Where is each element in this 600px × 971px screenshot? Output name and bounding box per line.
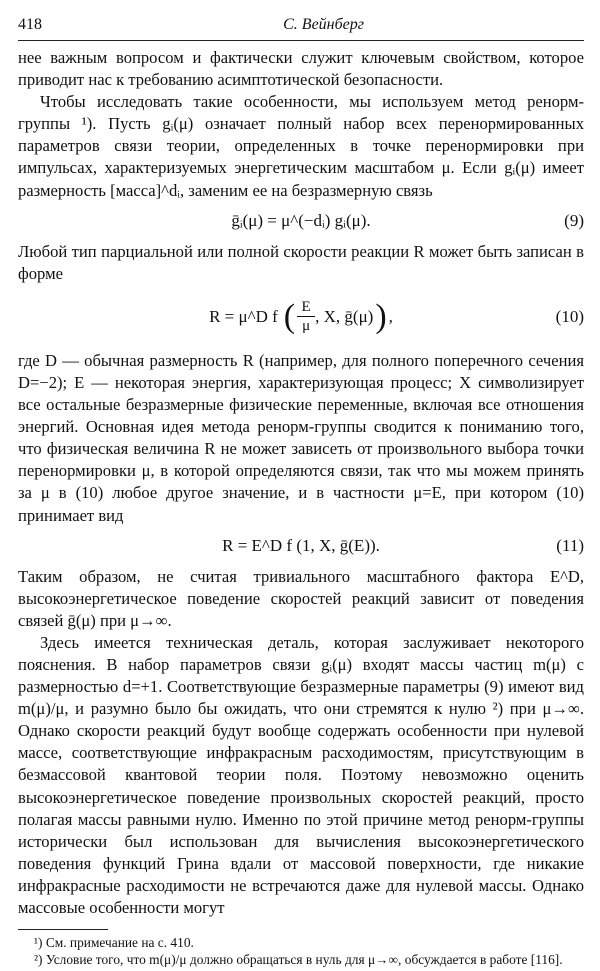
equation-9-label: (9) (564, 210, 584, 230)
equation-10-lhs: R = μ^D f (209, 306, 278, 326)
footnote-2: ²) Условие того, что m(μ)/μ должно обращаться в нуль для μ→∞, обсуждается в работе [116]. (34, 952, 563, 968)
footnote-1: ¹) См. примечание на с. 410. (34, 935, 194, 951)
page-number: 418 (18, 16, 42, 33)
equation-10-denominator: μ (302, 318, 311, 335)
equation-11-formula: R = E^D f (1, X, ḡ(E)). (222, 535, 380, 555)
equation-9-formula: ḡᵢ(μ) = μ^(−dᵢ) gᵢ(μ). (231, 210, 371, 230)
equation-10-label: (10) (555, 306, 584, 326)
footnote-divider (18, 929, 108, 930)
paragraph-2: Чтобы исследовать такие особенности, мы используем метод ренорм-группы ¹). Пусть gᵢ(μ) означает полный набор всех перенормированных параметров связи теории, определенных в точке перенормировки при импульсах, характеризуемых энергетическим масштабом μ. Если gᵢ(μ) имеет размерность [масса]^dᵢ, заменим ее на безразмерную связь (18, 92, 584, 200)
paragraph-1: нее важным вопросом и фактически служит ключевым свойством, которое приводит нас к требованию асимптотической безопасности. (18, 48, 584, 90)
equation-10-fraction (297, 298, 315, 335)
paragraph-6: Здесь имеется техническая деталь, которая заслуживает некоторого пояснения. В набор параметров связи gᵢ(μ) входят массы частиц m(μ) с размерностью d=+1. Соответствующие безразмерные параметры (9) имеют вид m(μ)/μ, и разумно было бы ожидать, что они стремятся к нулю ²) при μ→∞. Однако скорости реакций будут вообще содержать особенности при нулевой массе, соответствующие инфракрасным расходимостям, присутствующим в безмассовой квантовой теории поля. Поэтому невозможно оценить высокоэнергетическое поведение произвольных скоростей реакций, просто полагая массы равными нулю. Именно по этой причине метод ренорм-группы исторически был использован для вычисления высокоэнергетического поведения функций Грина вдали от массовой поверхности, где никакие инфракрасные расходимости не встречаются даже для нулевой массы. Однако массовые особенности могут (18, 632, 584, 917)
running-head: С. Вейнберг (283, 16, 364, 33)
body-text (18, 47, 584, 919)
paragraph-3: Любой тип парциальной или полной скорости реакции R может быть записан в форме (18, 241, 584, 283)
paragraph-5: Таким образом, не считая тривиального масштабного фактора E^D, высокоэнергетическое поведение скоростей реакций зависит от поведения связей ḡ(μ) при μ→∞. (18, 566, 584, 630)
footnotes (18, 934, 584, 968)
equation-10-rest: , X, ḡ(μ) (315, 306, 374, 326)
equation-11 (18, 531, 584, 561)
equation-10: R = μ^D f ( E μ , X, ḡ(μ) ) , (10) (209, 297, 584, 335)
equation-11-label: (11) (556, 535, 584, 555)
paragraph-4: где D — обычная размерность R (например, для полного поперечного сечения D=−2); E — некоторая энергия, характеризующая процесс; X символизирует все остальные безразмерные физические переменные, включая все отношения энергий. Основная идея метода ренорм-группы сводится к пониманию того, что физическая величина R не может зависеть от произвольного выбора точки перенормировки μ, в которой определяются связи, так что мы можем принять за μ в (10) любое другое значение, и в частности μ=E, при котором (10) принимает вид (18, 350, 584, 525)
page-header (18, 12, 584, 41)
equation-9 (18, 206, 584, 236)
equation-10-numerator: E (301, 299, 311, 316)
